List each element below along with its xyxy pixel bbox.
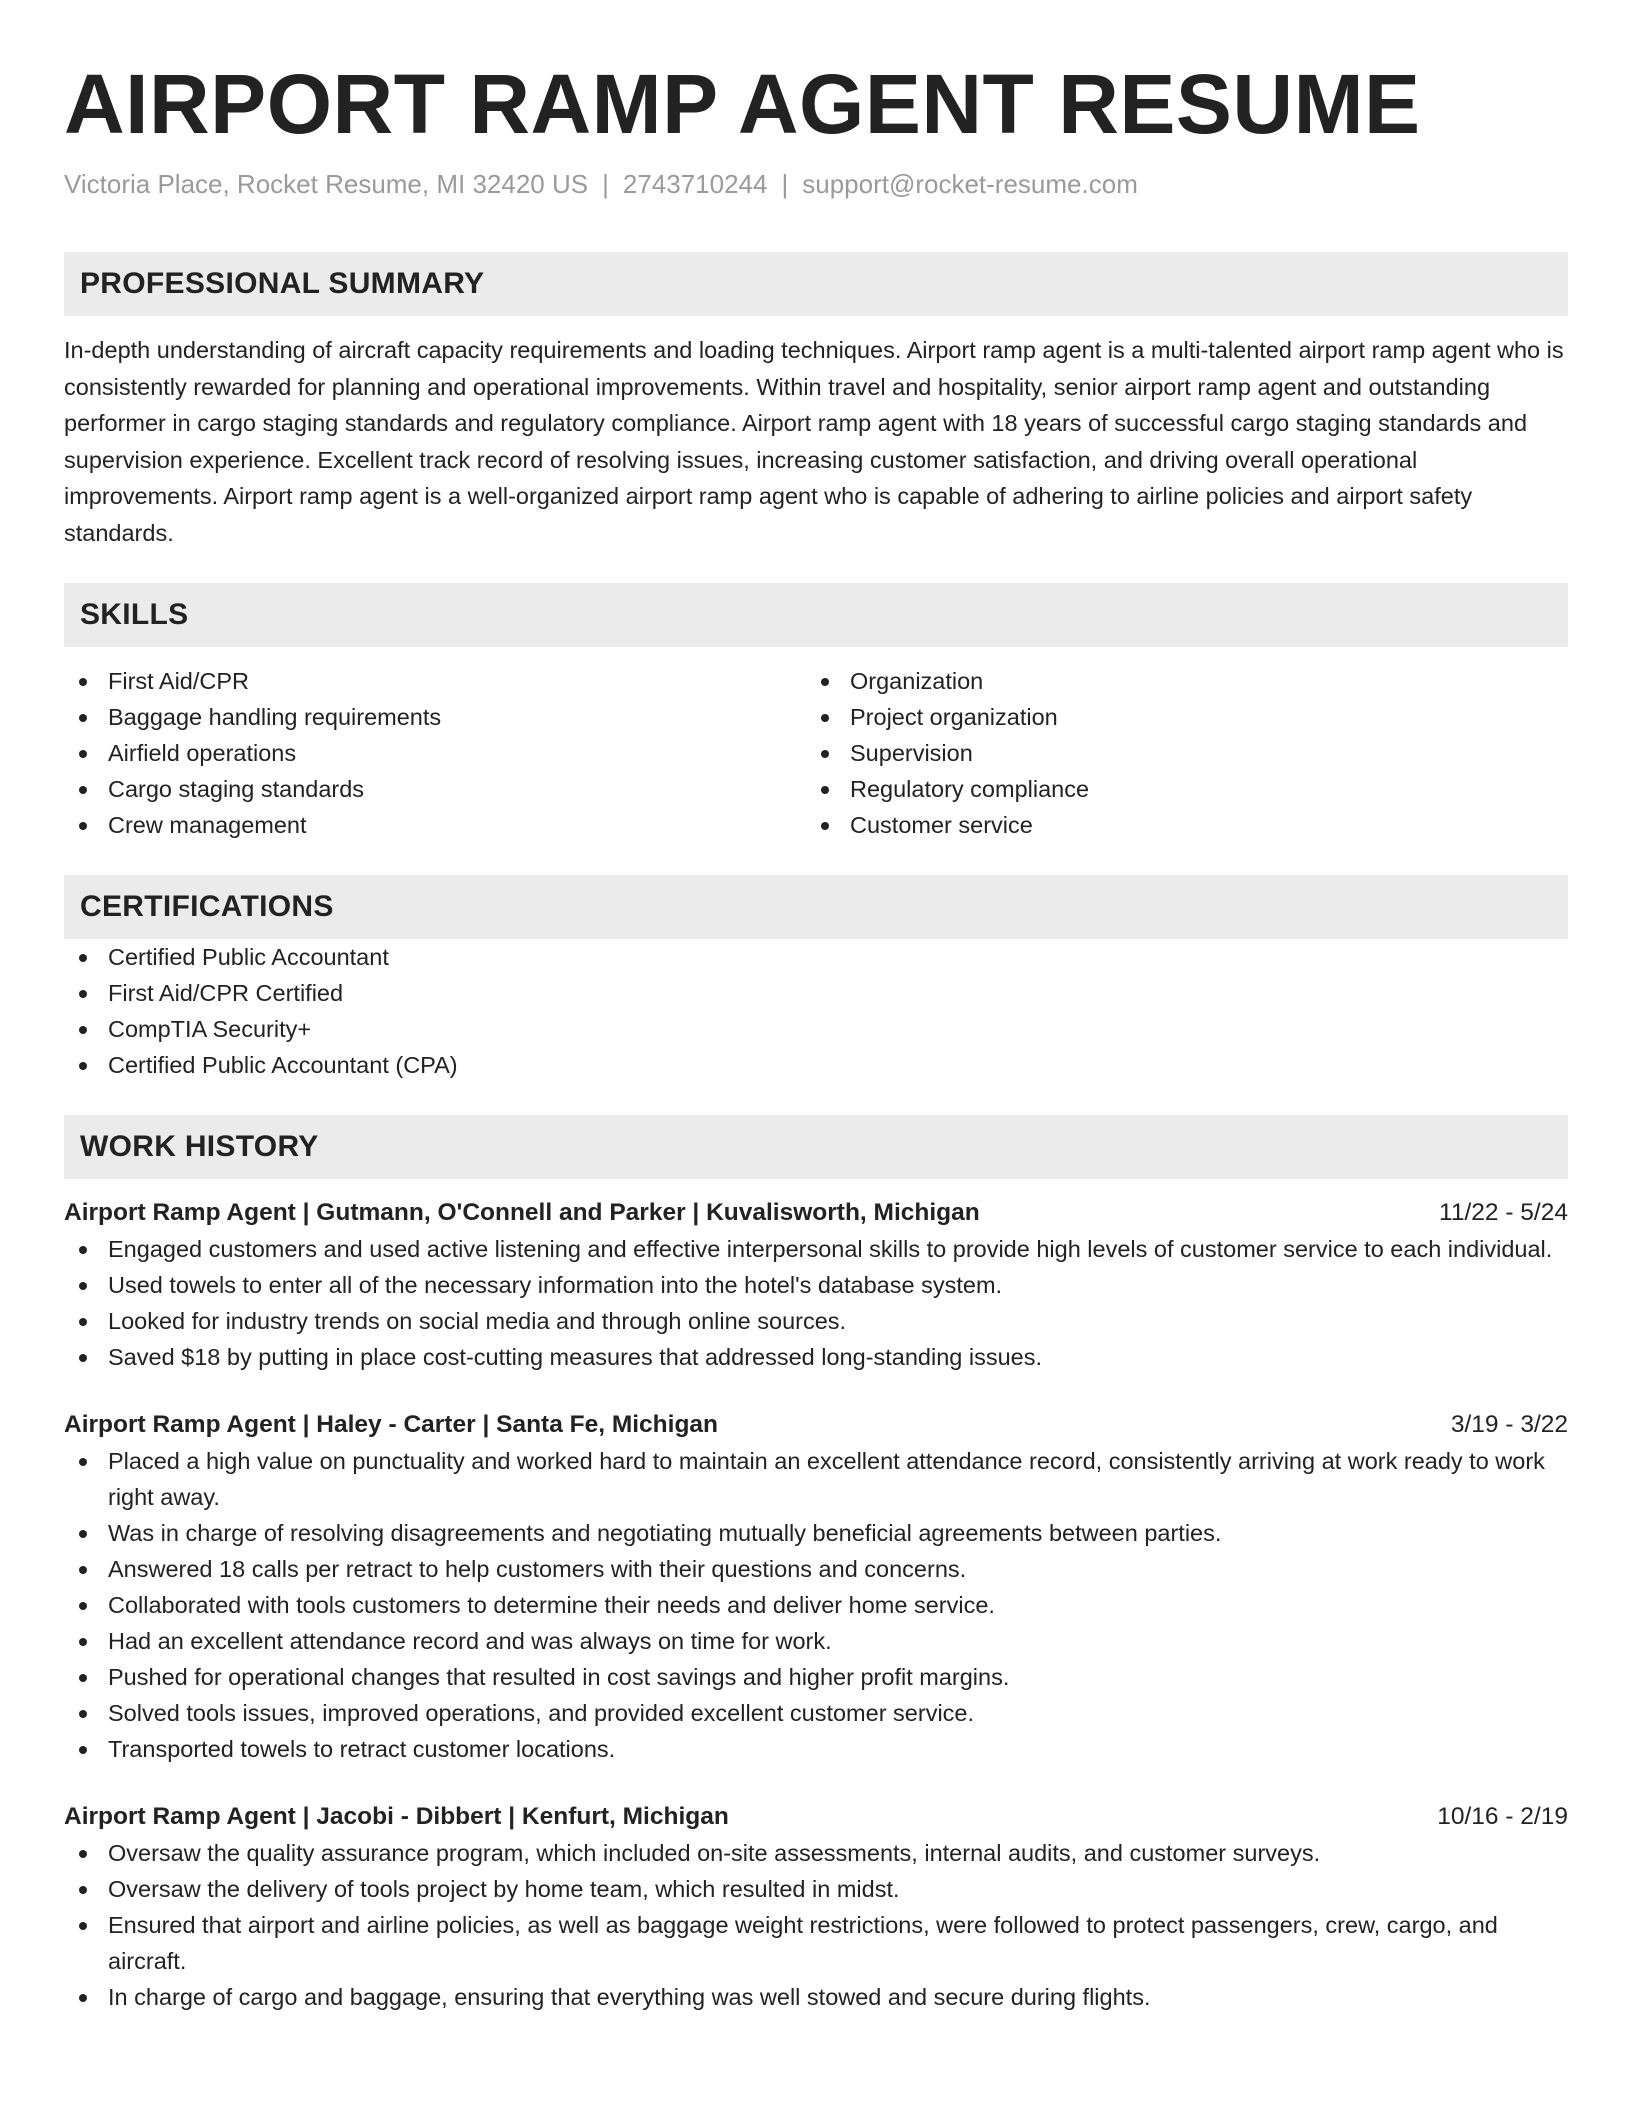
bullet-icon xyxy=(821,786,829,794)
job-bullet-text: Had an excellent attendance record and was always on time for work. xyxy=(108,1628,832,1654)
certification-item xyxy=(64,975,1568,1011)
skill-label: Airfield operations xyxy=(108,740,297,766)
bullet-icon xyxy=(821,678,829,686)
bullet-icon xyxy=(821,822,829,830)
job-bullet xyxy=(64,1303,1568,1339)
summary-text: In-depth understanding of aircraft capacity requirements and loading techniques. Airport ramp agent is a multi-talented airport ramp agent who is consistently rewarded for planning and operational improvements. Within travel and hospitality, senior airport ramp agent and outstanding performer in cargo staging standards and regulatory compliance. Airport ramp agent with 18 years of successful cargo staging standards and supervision experience. Excellent track record of resolving issues, increasing customer satisfaction, and driving overall operational improvements. Airport ramp agent is a well-organized airport ramp agent who is capable of adhering to airline policies and airport safety standards. xyxy=(64,337,1564,546)
certification-label: CompTIA Security+ xyxy=(108,1016,312,1042)
bullet-icon xyxy=(79,678,87,686)
skill-item xyxy=(806,771,1548,807)
job-dates: 10/16 - 2/19 xyxy=(1437,1803,1568,1830)
job-bullet-text: Solved tools issues, improved operations, and provided excellent customer service. xyxy=(108,1700,975,1726)
skill-item xyxy=(64,807,806,843)
skills-column-left xyxy=(64,663,806,843)
bullet-icon xyxy=(79,786,87,794)
job-header xyxy=(64,1799,1568,1835)
job-bullet xyxy=(64,1231,1568,1267)
skill-label: Cargo staging standards xyxy=(108,776,365,802)
job-bullet xyxy=(64,1871,1568,1907)
job-bullet xyxy=(64,1835,1568,1871)
job-dates: 3/19 - 3/22 xyxy=(1450,1411,1568,1438)
skill-label: Customer service xyxy=(850,812,1033,838)
bullet-icon xyxy=(79,1602,87,1610)
job-bullet xyxy=(64,1623,1568,1659)
skill-label: Project organization xyxy=(850,704,1058,730)
bullet-icon xyxy=(79,1354,87,1362)
bullet-icon xyxy=(79,1922,87,1930)
certification-item xyxy=(64,1047,1568,1083)
job-title: Airport Ramp Agent | Haley - Carter | Santa Fe, Michigan xyxy=(64,1411,718,1438)
skills-column-right xyxy=(806,663,1548,843)
contact-address: Victoria Place, Rocket Resume, MI 32420 US xyxy=(64,169,589,199)
certification-item xyxy=(64,939,1568,975)
job-bullet xyxy=(64,1267,1568,1303)
skills-list-right xyxy=(806,663,1548,843)
certification-label: Certified Public Accountant xyxy=(108,944,389,970)
work-history-heading: WORK HISTORY xyxy=(64,1115,1568,1179)
job-bullet-text: In charge of cargo and baggage, ensuring that everything was well stowed and secure during flights. xyxy=(108,1984,1151,2010)
job-bullet-text: Placed a high value on punctuality and worked hard to maintain an excellent attendance record, consistently arriving at work ready to work right away. xyxy=(108,1448,1545,1510)
job-bullet-text: Was in charge of resolving disagreements and negotiating mutually beneficial agreements between parties. xyxy=(108,1520,1222,1546)
bullet-icon xyxy=(79,1566,87,1574)
job-bullet-text: Saved $18 by putting in place cost-cutting measures that addressed long-standing issues. xyxy=(108,1344,1043,1370)
page-title: AIRPORT RAMP AGENT RESUME xyxy=(64,57,1421,151)
skill-item xyxy=(806,663,1548,699)
job-entry xyxy=(64,1407,1568,1767)
summary-heading: PROFESSIONAL SUMMARY xyxy=(64,252,1568,316)
job-dates: 11/22 - 5/24 xyxy=(1439,1199,1568,1226)
skill-label: First Aid/CPR xyxy=(108,668,250,694)
skill-item xyxy=(64,699,806,735)
skill-label: Crew management xyxy=(108,812,307,838)
contact-line xyxy=(64,168,1568,200)
skill-item xyxy=(806,807,1548,843)
contact-email[interactable]: support@rocket-resume.com xyxy=(802,169,1138,199)
job-bullet xyxy=(64,1731,1568,1767)
bullet-icon xyxy=(79,1850,87,1858)
bullet-icon xyxy=(79,1886,87,1894)
job-bullet-text: Collaborated with tools customers to determine their needs and deliver home service. xyxy=(108,1592,995,1618)
bullet-icon xyxy=(79,1246,87,1254)
certification-item xyxy=(64,1011,1568,1047)
bullet-icon xyxy=(79,1994,87,2002)
bullet-icon xyxy=(821,750,829,758)
job-bullet-text: Oversaw the delivery of tools project by home team, which resulted in midst. xyxy=(108,1876,900,1902)
skill-label: Regulatory compliance xyxy=(850,776,1090,802)
bullet-icon xyxy=(79,1318,87,1326)
resume-page xyxy=(64,0,1568,2015)
skill-item xyxy=(64,735,806,771)
job-bullet xyxy=(64,1979,1568,2015)
bullet-icon xyxy=(79,1062,87,1070)
skill-item xyxy=(806,699,1548,735)
job-entry xyxy=(64,1799,1568,2015)
job-title: Airport Ramp Agent | Jacobi - Dibbert | Kenfurt, Michigan xyxy=(64,1803,729,1830)
bullet-icon xyxy=(79,1710,87,1718)
job-bullet xyxy=(64,1443,1568,1515)
bullet-icon xyxy=(79,1282,87,1290)
bullet-icon xyxy=(79,1530,87,1538)
job-bullet-text: Oversaw the quality assurance program, which included on-site assessments, internal audits, and customer surveys. xyxy=(108,1840,1321,1866)
job-bullet-list xyxy=(64,1835,1568,2015)
bullet-icon xyxy=(79,1674,87,1682)
job-header xyxy=(64,1195,1568,1231)
job-entry xyxy=(64,1195,1568,1375)
bullet-icon xyxy=(79,990,87,998)
job-bullet-text: Looked for industry trends on social media and through online sources. xyxy=(108,1308,847,1334)
job-bullet-list xyxy=(64,1231,1568,1375)
certifications-list xyxy=(64,939,1568,1083)
skill-item xyxy=(806,735,1548,771)
job-bullet-text: Answered 18 calls per retract to help customers with their questions and concerns. xyxy=(108,1556,967,1582)
job-bullet xyxy=(64,1695,1568,1731)
certification-label: First Aid/CPR Certified xyxy=(108,980,344,1006)
skill-item xyxy=(64,663,806,699)
skill-item xyxy=(64,771,806,807)
skills-list-left xyxy=(64,663,806,843)
bullet-icon xyxy=(79,954,87,962)
bullet-icon xyxy=(79,822,87,830)
certification-label: Certified Public Accountant (CPA) xyxy=(108,1052,458,1078)
bullet-icon xyxy=(79,714,87,722)
contact-phone: 2743710244 xyxy=(622,169,768,199)
contact-separator: | xyxy=(602,169,609,199)
bullet-icon xyxy=(79,1746,87,1754)
certifications-heading: CERTIFICATIONS xyxy=(64,875,1568,939)
job-bullet-text: Used towels to enter all of the necessary information into the hotel's database system. xyxy=(108,1272,1003,1298)
bullet-icon xyxy=(79,750,87,758)
bullet-icon xyxy=(821,714,829,722)
skill-label: Baggage handling requirements xyxy=(108,704,442,730)
job-bullet xyxy=(64,1551,1568,1587)
job-bullet-text: Pushed for operational changes that resulted in cost savings and higher profit margins. xyxy=(108,1664,1010,1690)
job-bullet-list xyxy=(64,1443,1568,1767)
job-bullet-text: Transported towels to retract customer locations. xyxy=(108,1736,616,1762)
bullet-icon xyxy=(79,1026,87,1034)
job-header xyxy=(64,1407,1568,1443)
bullet-icon xyxy=(79,1458,87,1466)
job-bullet xyxy=(64,1339,1568,1375)
bullet-icon xyxy=(79,1638,87,1646)
skills-columns xyxy=(64,663,1568,843)
job-bullet xyxy=(64,1907,1568,1979)
job-title: Airport Ramp Agent | Gutmann, O'Connell and Parker | Kuvalisworth, Michigan xyxy=(64,1199,980,1226)
job-bullet xyxy=(64,1587,1568,1623)
contact-separator: | xyxy=(781,169,789,199)
skill-label: Supervision xyxy=(850,740,973,766)
job-bullet-text: Ensured that airport and airline policies, as well as baggage weight restrictions, were followed to protect passengers, crew, cargo, and aircraft. xyxy=(108,1912,1498,1974)
job-bullet xyxy=(64,1659,1568,1695)
job-bullet-text: Engaged customers and used active listening and effective interpersonal skills to provide high levels of customer service to each individual. xyxy=(108,1236,1553,1262)
job-bullet xyxy=(64,1515,1568,1551)
skills-heading: SKILLS xyxy=(64,583,1568,647)
skill-label: Organization xyxy=(850,668,984,694)
